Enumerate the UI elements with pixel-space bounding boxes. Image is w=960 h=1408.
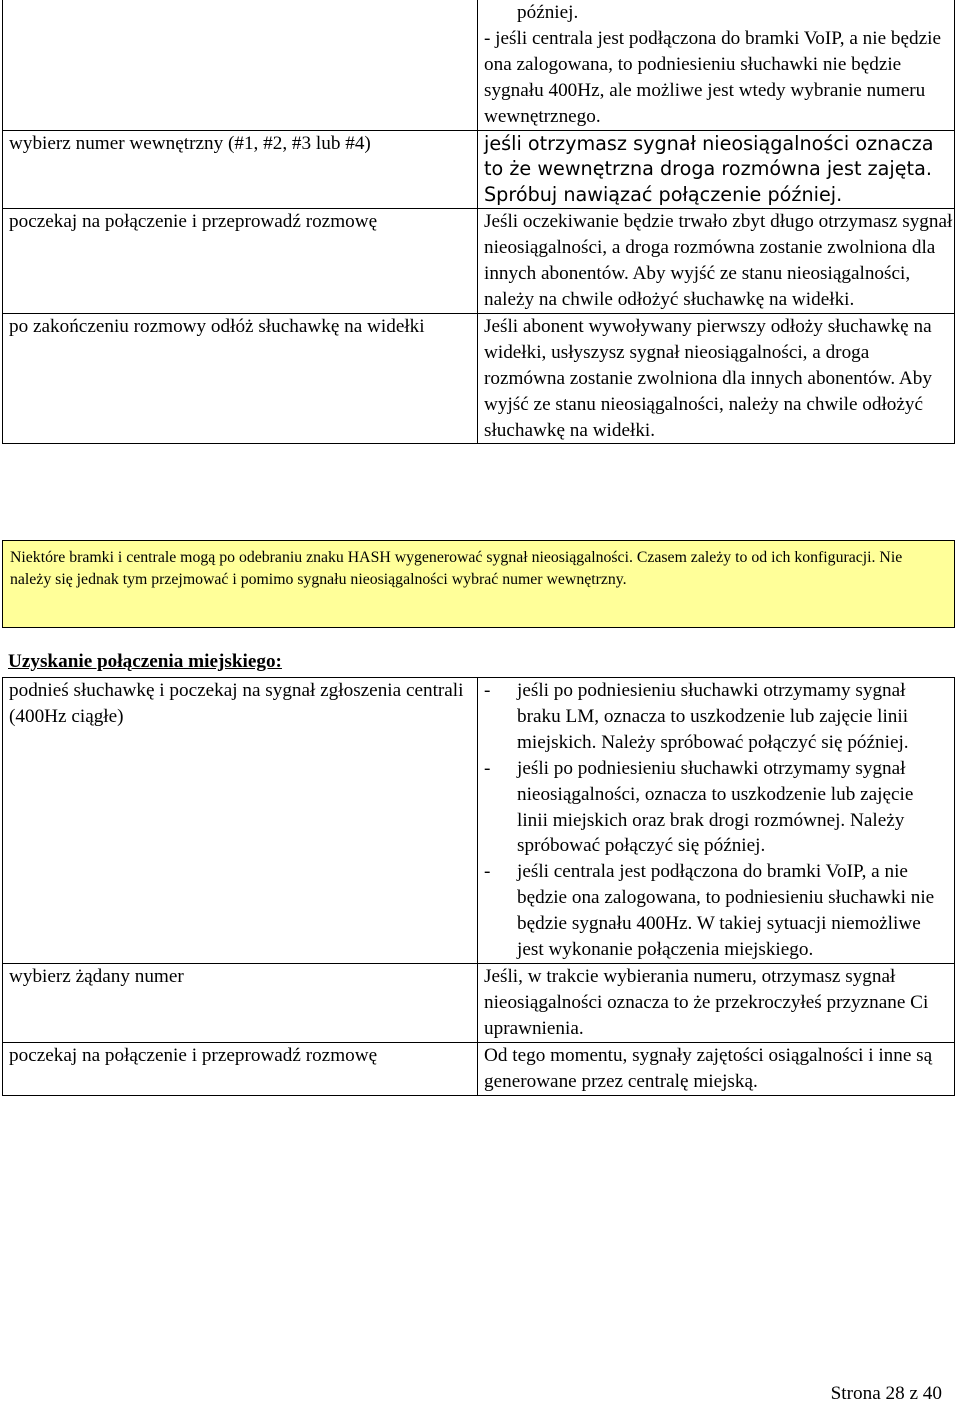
voip-note: - jeśli centrala jest podłączona do bramki VoIP, a nie będzie ona zalogowana, to podniesieniu słuchawki nie będzie sygnału 400Hz, ale możliwe jest wtedy wybranie numeru wewnętrznego.: [484, 27, 941, 127]
table-cell-left: poczekaj na połączenie i przeprowadź rozmowę: [3, 209, 478, 314]
table-cell-left: poczekaj na połączenie i przeprowadź rozmowę: [3, 1042, 478, 1095]
table-cell-right: [478, 678, 955, 964]
external-call-table: [2, 677, 955, 1096]
table-row: [3, 1042, 955, 1095]
continued-text: później.: [517, 2, 579, 23]
table-row: [3, 0, 955, 130]
list-item: - jeśli centrala jest podłączona do bramki VoIP, a nie będzie ona zalogowana, to podniesieniu słuchawki nie będzie sygnału 400Hz. W takiej sytuacji niemożliwe jest wykonanie połączenia miejskiego.: [484, 861, 935, 961]
table-cell-right: Jeśli oczekiwanie będzie trwało zbyt długo otrzymasz sygnał nieosiągalności, a droga rozmówna zostanie zwolniona dla innych abonentów. Aby wyjść ze stanu nieosiągalności, należy na chwile odłożyć słuchawkę na widełki.: [478, 209, 955, 314]
list-item: - jeśli po podniesieniu słuchawki otrzymamy sygnał braku LM, oznacza to uszkodzenie lub zajęcie linii miejskich. Należy spróbować połączyć się później.: [484, 680, 909, 753]
internal-call-table: [2, 0, 955, 444]
table-cell-right: Od tego momentu, sygnały zajętości osiągalności i inne są generowane przez centralę miejską.: [478, 1042, 955, 1095]
table-cell-right: [478, 0, 955, 130]
table-cell-left: po zakończeniu rozmowy odłóż słuchawkę na widełki: [3, 313, 478, 444]
table-row: [3, 678, 955, 964]
table-cell-left: wybierz numer wewnętrzny (#1, #2, #3 lub #4): [3, 130, 478, 209]
table-row: [3, 209, 955, 314]
page-number: Strona 28 z 40: [830, 1383, 942, 1404]
table-cell-right: jeśli otrzymasz sygnał nieosiągalności oznacza to że wewnętrzna droga rozmówna jest zajęta. Spróbuj nawiązać połączenie później.: [478, 130, 955, 209]
table-row: [3, 313, 955, 444]
section-heading: Uzyskanie połączenia miejskiego:: [8, 651, 282, 672]
note-box: Niektóre bramki i centrale mogą po odebraniu znaku HASH wygenerować sygnał nieosiągalności. Czasem zależy to od ich konfiguracji. Nie należy się jednak tym przejmować i pomimo sygnału nieosiągalności wybrać numer wewnętrzny.: [2, 540, 955, 628]
table-cell-left: podnieś słuchawkę i poczekaj na sygnał zgłoszenia centrali (400Hz ciągłe): [3, 678, 478, 964]
table-cell-right: Jeśli, w trakcie wybierania numeru, otrzymasz sygnał nieosiągalności oznacza to że przekroczyłeś przyznane Ci uprawnienia.: [478, 963, 955, 1042]
list-item: - jeśli po podniesieniu słuchawki otrzymamy sygnał nieosiągalności, oznacza to uszkodzenie lub zajęcie linii miejskich oraz brak drogi rozmównej. Należy spróbować połączyć się później.: [484, 757, 914, 857]
table-row: [3, 963, 955, 1042]
table-cell-left: wybierz żądany numer: [3, 963, 478, 1042]
table-cell-right: Jeśli abonent wywoływany pierwszy odłoży słuchawkę na widełki, usłyszysz sygnał nieosiągalności, a droga rozmówna zostanie zwolniona dla innych abonentów. Aby wyjść ze stanu nieosiągalności, należy na chwile odłożyć słuchawkę na widełki.: [478, 313, 955, 444]
table-cell-left: [3, 0, 478, 130]
table-row: [3, 130, 955, 209]
